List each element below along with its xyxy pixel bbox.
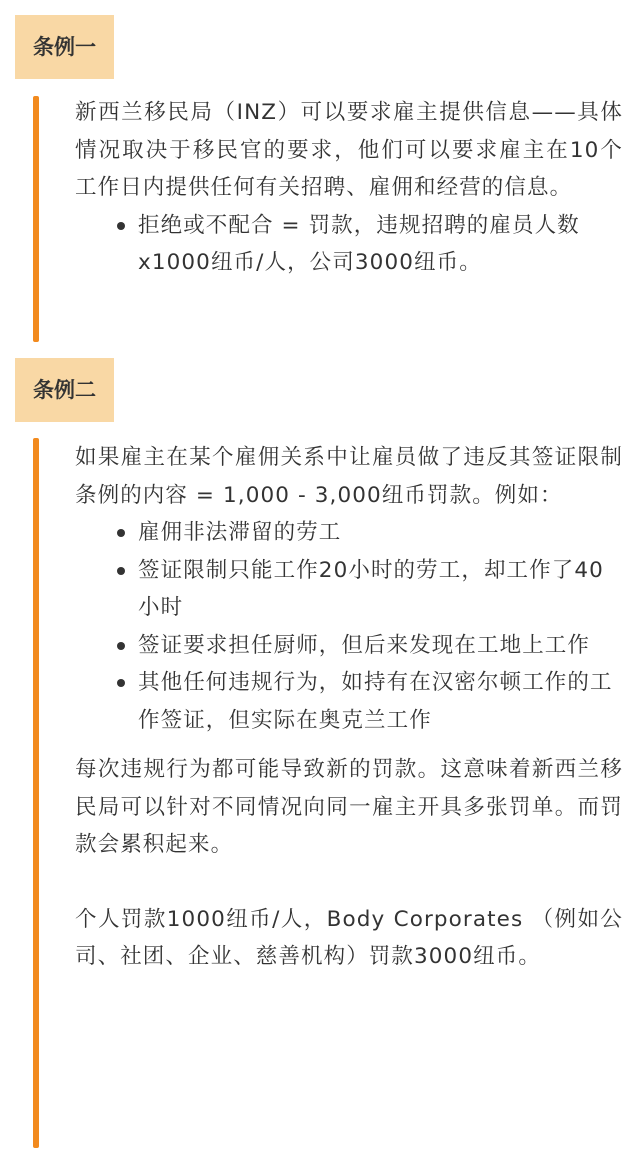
section-2-paragraph-2: 每次违规行为都可能导致新的罚款。这意味着新西兰移民局可以针对不同情况向同一雇主开具多张罚单。而罚款会累积起来。	[75, 757, 623, 857]
section-2-tag: 条例二	[15, 358, 114, 422]
section-2-paragraph-3: 个人罚款1000纽币/人，Body Corporates （例如公司、社团、企业、慈善机构）罚款3000纽币。	[75, 906, 623, 969]
list-item: 拒绝或不配合 = 罚款，违规招聘的雇员人数x1000纽币/人，公司3000纽币。	[75, 207, 623, 282]
section-2-bullet-list	[75, 514, 623, 739]
section-1-paragraph: 新西兰移民局（INZ）可以要求雇主提供信息——具体情况取决于移民官的要求，他们可以要求雇主在10个工作日内提供任何有关招聘、雇佣和经营的信息。	[75, 100, 623, 200]
section-2-content	[75, 439, 623, 976]
section-1-bullet-list	[75, 207, 623, 282]
section-1-tag: 条例一	[15, 15, 114, 79]
list-item: 签证要求担任厨师，但后来发现在工地上工作	[75, 627, 623, 665]
list-item: 雇佣非法滞留的劳工	[75, 514, 623, 552]
section-2-intro: 如果雇主在某个雇佣关系中让雇员做了违反其签证限制条例的内容 = 1,000 - 3,000纽币罚款。例如：	[75, 445, 623, 508]
section-1-content	[75, 94, 623, 282]
section-1-accent-bar	[33, 96, 39, 342]
list-item: 其他任何违规行为，如持有在汉密尔顿工作的工作签证，但实际在奥克兰工作	[75, 664, 623, 739]
section-2-accent-bar	[33, 438, 39, 1148]
list-item: 签证限制只能工作20小时的劳工，却工作了40小时	[75, 552, 623, 627]
